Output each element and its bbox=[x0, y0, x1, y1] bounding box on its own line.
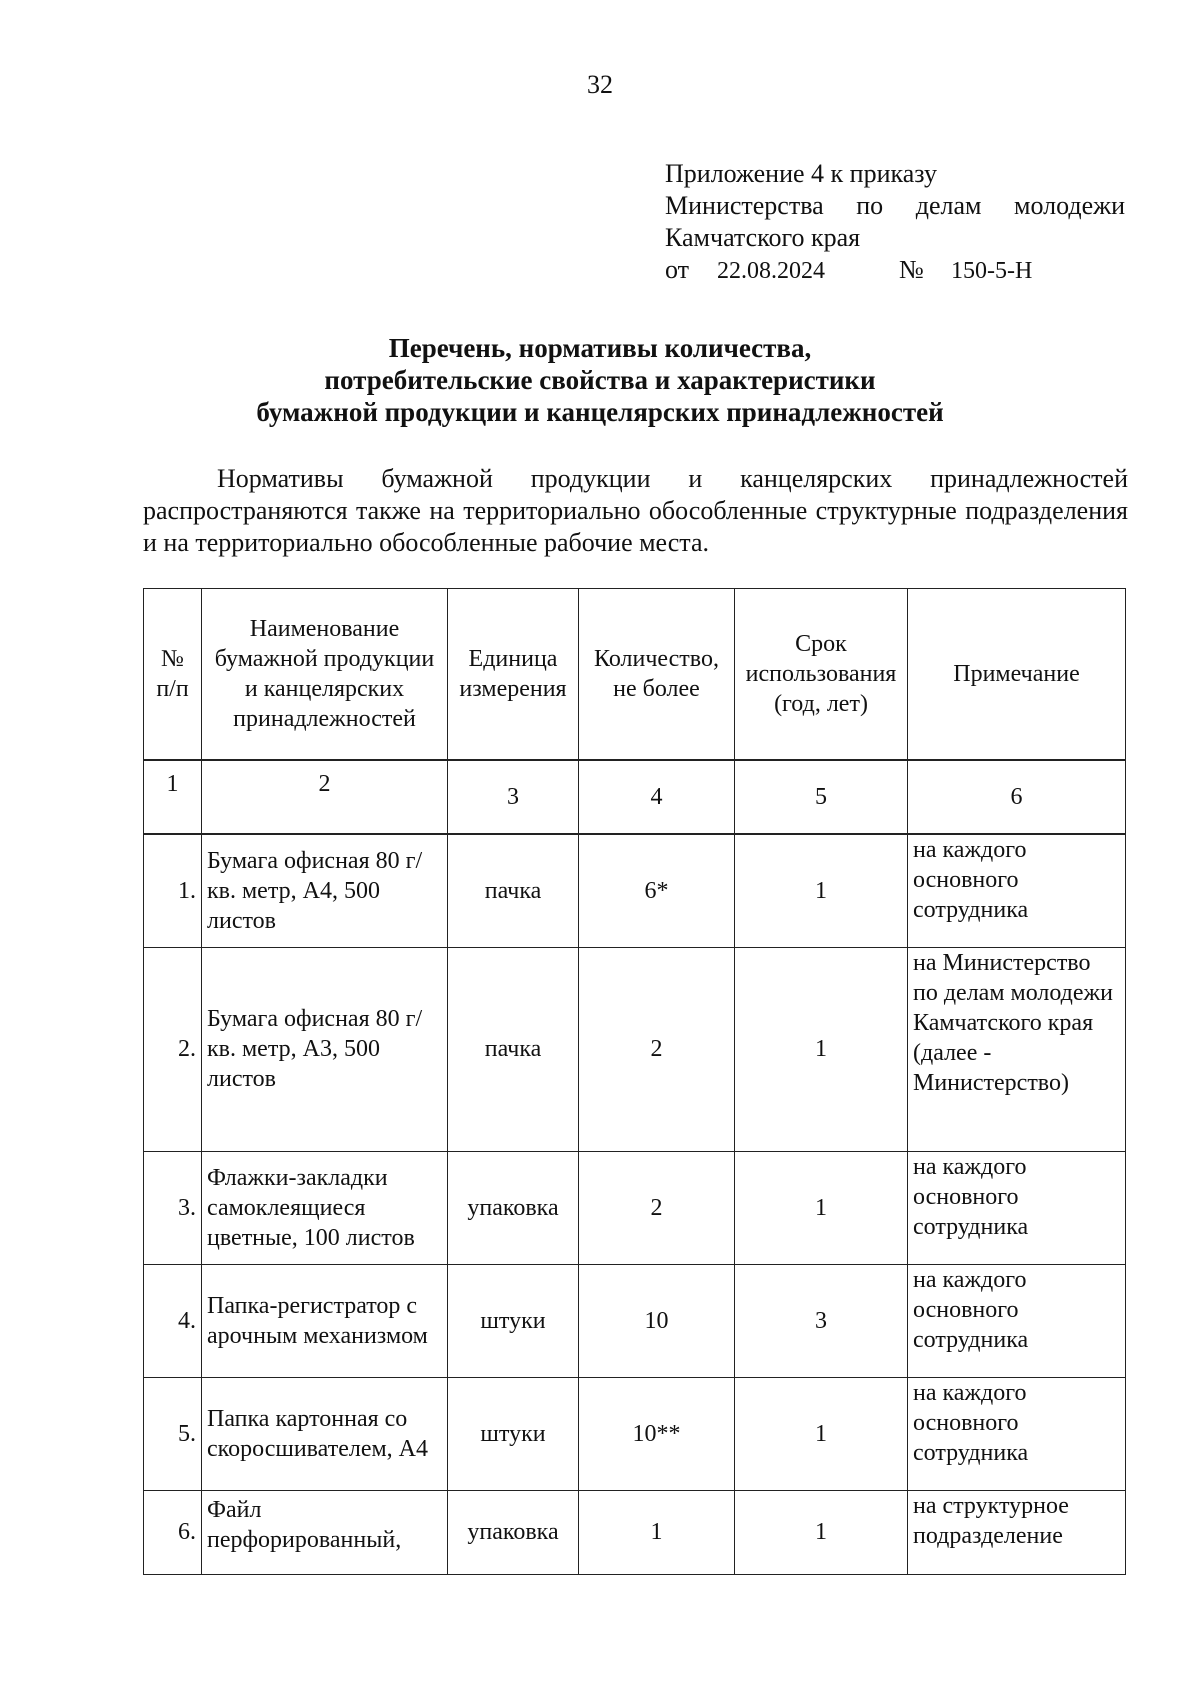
date-prefix: от bbox=[665, 255, 690, 284]
table-row bbox=[144, 1264, 1126, 1377]
row-number: 6. bbox=[144, 1490, 202, 1574]
item-quantity: 1 bbox=[579, 1490, 735, 1574]
item-note: на Министерство по делам молодежи Камчатского края (далее - Министерство) bbox=[908, 947, 1126, 1151]
item-term: 1 bbox=[735, 1377, 908, 1490]
column-number: 4 bbox=[579, 760, 735, 834]
page-number: 32 bbox=[587, 70, 613, 99]
title-line-1: Перечень, нормативы количества, bbox=[388, 333, 812, 363]
item-note: на каждого основного сотрудника bbox=[908, 1377, 1126, 1490]
header-note: Примечание bbox=[908, 589, 1126, 761]
norms-table bbox=[143, 588, 1126, 1575]
row-number: 3. bbox=[144, 1151, 202, 1264]
column-number: 2 bbox=[202, 760, 448, 834]
item-note: на каждого основного сотрудника bbox=[908, 1151, 1126, 1264]
appendix-line-1: Приложение 4 к приказу bbox=[665, 159, 938, 188]
column-number: 3 bbox=[448, 760, 579, 834]
item-name: Бумага офисная 80 г/кв. метр, А4, 500 листов bbox=[202, 834, 448, 947]
item-quantity: 2 bbox=[579, 947, 735, 1151]
item-term: 1 bbox=[735, 1490, 908, 1574]
item-name: Файл перфорированный, bbox=[202, 1490, 448, 1574]
order-date: 22.08.2024 bbox=[717, 258, 825, 284]
table-row bbox=[144, 1151, 1126, 1264]
number-sign: № bbox=[899, 255, 924, 284]
row-number: 4. bbox=[144, 1264, 202, 1377]
item-unit: штуки bbox=[448, 1377, 579, 1490]
item-note: на каждого основного сотрудника bbox=[908, 834, 1126, 947]
order-number: 150-5-Н bbox=[951, 258, 1033, 284]
table-row bbox=[144, 947, 1126, 1151]
item-name: Бумага офисная 80 г/кв. метр, А3, 500 листов bbox=[202, 947, 448, 1151]
item-note: на каждого основного сотрудника bbox=[908, 1264, 1126, 1377]
header-term: Срок использования (год, лет) bbox=[735, 589, 908, 761]
title-line-2: потребительские свойства и характеристики bbox=[324, 365, 876, 395]
item-quantity: 10 bbox=[579, 1264, 735, 1377]
item-quantity: 10** bbox=[579, 1377, 735, 1490]
appendix-line-2: Министерства по делам молодежи bbox=[665, 191, 1125, 220]
table-row bbox=[144, 1490, 1126, 1574]
header-num: № п/п bbox=[144, 589, 202, 761]
item-unit: упаковка bbox=[448, 1151, 579, 1264]
table-row bbox=[144, 834, 1126, 947]
appendix-line-3: Камчатского края bbox=[665, 223, 861, 252]
item-quantity: 2 bbox=[579, 1151, 735, 1264]
title-line-3: бумажной продукции и канцелярских принадлежностей bbox=[256, 397, 944, 427]
column-number: 6 bbox=[908, 760, 1126, 834]
item-note: на структурное подразделение bbox=[908, 1490, 1126, 1574]
row-number: 2. bbox=[144, 947, 202, 1151]
item-unit: штуки bbox=[448, 1264, 579, 1377]
item-term: 3 bbox=[735, 1264, 908, 1377]
item-term: 1 bbox=[735, 1151, 908, 1264]
column-number: 5 bbox=[735, 760, 908, 834]
item-unit: упаковка bbox=[448, 1490, 579, 1574]
header-qty: Количество, не более bbox=[579, 589, 735, 761]
column-number-row bbox=[144, 760, 1126, 834]
item-name: Флажки-закладки самоклеящиеся цветные, 100 листов bbox=[202, 1151, 448, 1264]
item-name: Папка картонная со скоросшивателем, А4 bbox=[202, 1377, 448, 1490]
item-unit: пачка bbox=[448, 947, 579, 1151]
table-header-row bbox=[144, 589, 1126, 761]
header-name: Наименование бумажной продукции и канцелярских принадлежностей bbox=[202, 589, 448, 761]
appendix-header bbox=[665, 158, 1125, 287]
row-number: 1. bbox=[144, 834, 202, 947]
document-title bbox=[0, 332, 1200, 428]
header-unit: Единица измерения bbox=[448, 589, 579, 761]
item-unit: пачка bbox=[448, 834, 579, 947]
column-number: 1 bbox=[144, 760, 202, 834]
item-quantity: 6* bbox=[579, 834, 735, 947]
item-name: Папка-регистратор с арочным механизмом bbox=[202, 1264, 448, 1377]
item-term: 1 bbox=[735, 947, 908, 1151]
row-number: 5. bbox=[144, 1377, 202, 1490]
appendix-date-line bbox=[665, 254, 1125, 287]
table-row bbox=[144, 1377, 1126, 1490]
intro-paragraph: Нормативы бумажной продукции и канцелярских принадлежностей распространяются также на территориально обособленные структурные подразделения и на территориально обособленные рабочие места. bbox=[143, 464, 1128, 557]
item-term: 1 bbox=[735, 834, 908, 947]
